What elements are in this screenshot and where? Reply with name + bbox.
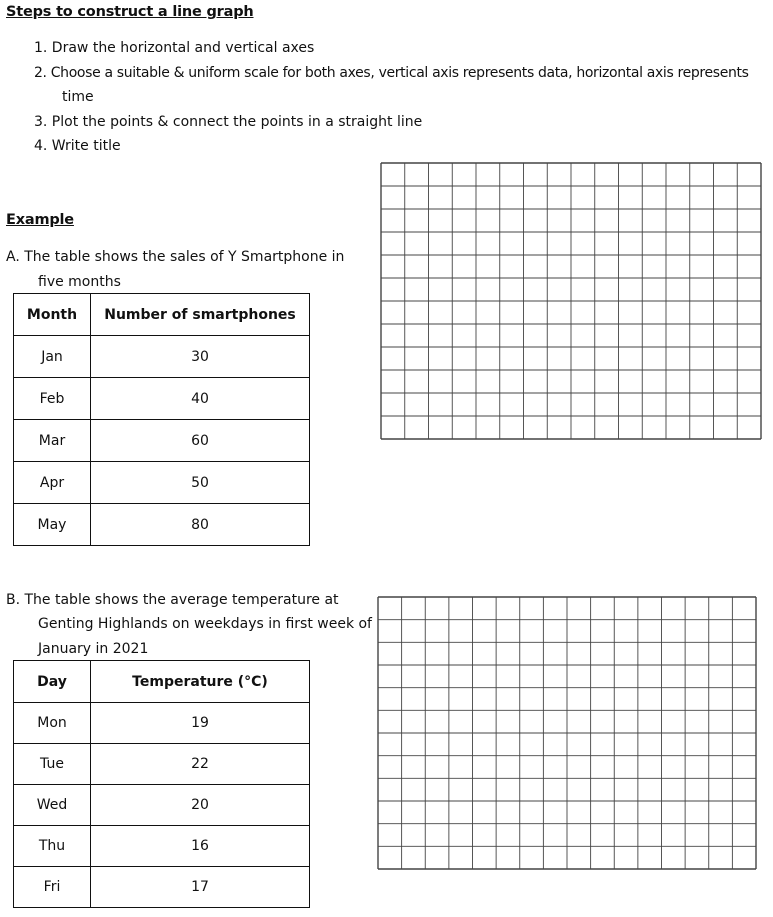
value-cell: 20 — [91, 785, 310, 826]
column-header-month: Month — [14, 294, 91, 336]
month-cell: Feb — [14, 378, 91, 420]
column-header-number: Number of smartphones — [91, 294, 310, 336]
value-cell: 80 — [91, 504, 310, 546]
column-header-day: Day — [14, 661, 91, 703]
part-a-text-line1: A. The table shows the sales of Y Smartphone in — [6, 249, 345, 265]
value-cell: 30 — [91, 336, 310, 378]
table-header-row — [14, 294, 310, 336]
day-cell: Mon — [14, 703, 91, 744]
part-b-text-line2: Genting Highlands on weekdays in first week of — [38, 616, 372, 632]
part-a-text-line2: five months — [38, 274, 121, 290]
table-row — [14, 378, 310, 420]
value-cell: 19 — [91, 703, 310, 744]
value-cell: 17 — [91, 867, 310, 908]
graph-grid-b — [377, 596, 757, 870]
table-row — [14, 867, 310, 908]
step-2-continued: time — [62, 89, 94, 105]
table-row — [14, 744, 310, 785]
day-cell: Fri — [14, 867, 91, 908]
value-cell: 60 — [91, 420, 310, 462]
step-3: 3. Plot the points & connect the points in a straight line — [34, 114, 423, 130]
column-header-temperature: Temperature (°C) — [91, 661, 310, 703]
step-2: 2. Choose a suitable & uniform scale for both axes, vertical axis represents data, horizontal axis represents — [34, 65, 749, 81]
temperature-table — [13, 660, 310, 908]
table-row — [14, 462, 310, 504]
step-1: 1. Draw the horizontal and vertical axes — [34, 40, 315, 56]
month-cell: Jan — [14, 336, 91, 378]
value-cell: 16 — [91, 826, 310, 867]
step-4: 4. Write title — [34, 138, 121, 154]
table-row — [14, 420, 310, 462]
table-row — [14, 504, 310, 546]
value-cell: 50 — [91, 462, 310, 504]
table-row — [14, 785, 310, 826]
month-cell: Apr — [14, 462, 91, 504]
table-row — [14, 336, 310, 378]
steps-heading: Steps to construct a line graph — [6, 4, 254, 20]
day-cell: Thu — [14, 826, 91, 867]
part-b-text-line1: B. The table shows the average temperature at — [6, 592, 339, 608]
sales-table — [13, 293, 310, 546]
day-cell: Tue — [14, 744, 91, 785]
month-cell: Mar — [14, 420, 91, 462]
table-row — [14, 826, 310, 867]
example-heading: Example — [6, 212, 74, 228]
value-cell: 22 — [91, 744, 310, 785]
table-header-row — [14, 661, 310, 703]
table-row — [14, 703, 310, 744]
graph-grid-a — [380, 162, 762, 440]
month-cell: May — [14, 504, 91, 546]
day-cell: Wed — [14, 785, 91, 826]
part-b-text-line3: January in 2021 — [38, 641, 149, 657]
value-cell: 40 — [91, 378, 310, 420]
